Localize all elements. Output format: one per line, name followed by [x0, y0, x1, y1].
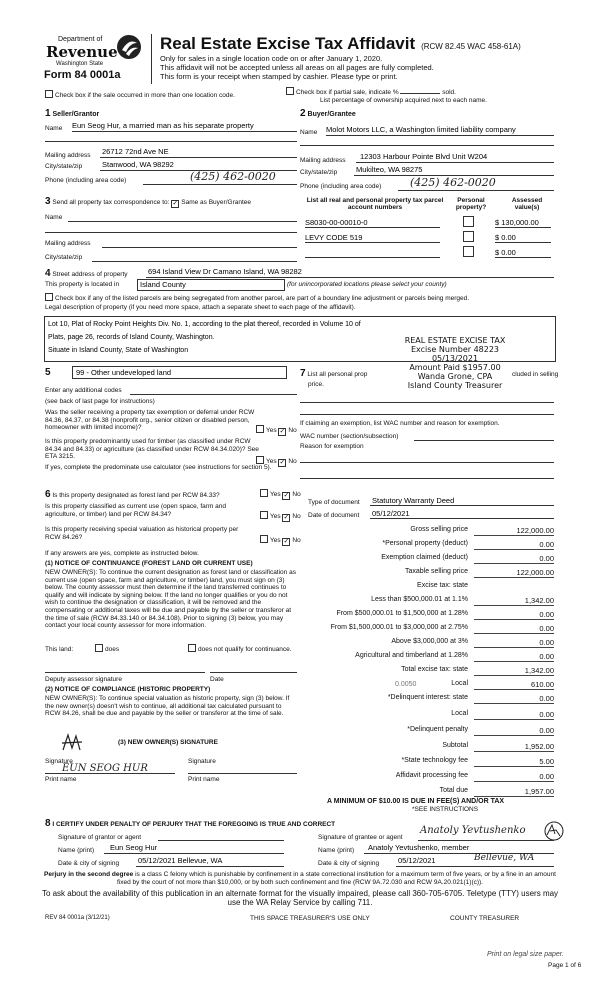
personal-property-checkbox[interactable] — [463, 216, 474, 227]
any-yes-note: If any answers are yes, complete as instructed below. — [45, 550, 199, 557]
reason-label: Reason for exemption — [300, 443, 364, 450]
grantor-date-label: Date & city of signing — [58, 860, 120, 867]
property-street[interactable]: 694 Island View Dr Camano Island, WA 98282 — [148, 267, 302, 276]
page-title: Real Estate Excise Tax Affidavit — [160, 34, 416, 53]
tax-row: Above $3,000,000 at 3% 0.00 — [391, 638, 554, 647]
yes-checkbox[interactable] — [260, 489, 268, 497]
same-as-buyer-checkbox[interactable] — [171, 200, 179, 208]
tax-row: Gross selling price 122,000.00 — [410, 526, 554, 535]
doc-type[interactable]: Statutory Warranty Deed — [372, 496, 455, 505]
signature-flourish-icon — [540, 820, 568, 842]
exempt-claim-label: If claiming an exemption, list WAC number and reason for exemption. — [300, 420, 500, 427]
legal-line3: Situate in Island County, State of Washington — [48, 347, 189, 354]
seller-name[interactable]: Eun Seog Hur, a married man as his separate property — [72, 121, 254, 130]
certify-heading: 8 I CERTIFY UNDER PENALTY OF PERJURY THAT THE FOREGOING IS TRUE AND CORRECT — [45, 818, 336, 829]
tax-row: Excise tax: state — [417, 582, 468, 589]
s3-name-label: Name — [45, 214, 63, 221]
does-checkbox[interactable] — [95, 644, 103, 652]
grantee-name[interactable]: Anatoly Yevtushenko, member — [368, 843, 470, 852]
see-back-note: (see back of last page for instructions) — [45, 398, 155, 405]
multi-location-check[interactable] — [45, 90, 235, 99]
q-timber-note: If yes, complete the predominate use calculator (see instructions for section 5). — [45, 464, 272, 471]
form-title — [160, 34, 521, 54]
checkbox[interactable] — [286, 87, 294, 95]
located-label: This property is located in — [45, 281, 120, 288]
owner-sig-label: Signature — [45, 758, 73, 765]
form-number: Form 84 0001a — [44, 69, 121, 81]
grantee-date-label: Date & city of signing — [318, 860, 380, 867]
s3-mail-label: Mailing address — [45, 240, 91, 247]
personal-property-checkbox[interactable] — [463, 231, 474, 242]
deputy-date-label: Date — [210, 676, 224, 683]
header-sub2: This affidavit will not be accepted unless all areas on all pages are fully completed. — [160, 63, 434, 72]
s3-city-label: City/state/zip — [45, 254, 83, 261]
grantor-sig-label: Signature of grantor or agent — [58, 834, 142, 841]
parcel-acct[interactable] — [305, 248, 440, 258]
alt-format-note: To ask about the availability of this publication in an alternate format for the visually impaired, please call 360-705-6705. Teletype (TTY) users may use the WA Relay Service by calling 711. — [41, 889, 559, 907]
personal-property-checkbox[interactable] — [463, 246, 474, 257]
table-row — [305, 246, 555, 260]
doc-type-label: Type of document — [308, 499, 360, 506]
grantor-name-label: Name (print) — [58, 847, 95, 854]
legal-label: Legal description of property (if you need more space, attach a separate sheet to each page of the affidavit). — [45, 304, 356, 311]
parcel-acct[interactable]: S8030-00-00010-0 — [305, 218, 440, 228]
dept-line1: Department of — [58, 36, 103, 43]
seller-city-label: City/state/zip — [45, 163, 83, 170]
q-exemption-yesno[interactable]: Yes ✓ No — [256, 425, 297, 436]
grantee-name-label: Name (print) — [318, 847, 355, 854]
checkbox[interactable] — [45, 90, 53, 98]
this-land: This land: does — [45, 646, 120, 653]
parcel-acct[interactable]: LEVY CODE 519 — [305, 233, 440, 243]
tax-row: *Personal property (deduct) 0.00 — [382, 540, 554, 549]
tax-row: Taxable selling price 122,000.00 — [404, 568, 554, 577]
parcel-value[interactable]: $ 130,000.00 — [495, 218, 551, 228]
parcel-col2: Personal property? — [455, 197, 487, 211]
yes-checkbox[interactable] — [256, 456, 264, 464]
tax-row: Local 0.00 — [451, 710, 554, 719]
list-pct-note: List percentage of ownership acquired next to each name. — [320, 97, 487, 104]
buyer-name[interactable]: Molot Motors LLC, a Washington limited liability company — [326, 125, 516, 134]
buyer-phone[interactable]: (425) 462-0020 — [410, 176, 496, 189]
legal-line2: Plats, page 26, records of Island County, Washington. — [48, 334, 215, 341]
local-rate: 0.0050 — [395, 681, 417, 688]
owner-printed-name[interactable]: EUN SEOG HUR — [62, 763, 148, 774]
dept-line3: Washington State — [56, 61, 104, 67]
grantee-city[interactable]: Bellevue, WA — [474, 853, 535, 863]
q-timber-yesno[interactable]: Yes ✓ No — [256, 456, 297, 467]
tax-row: Agricultural and timberland at 1.28% 0.00 — [355, 652, 554, 661]
dept-line2: Revenue — [46, 43, 118, 61]
buyer-phone-label: Phone (including area code) — [300, 183, 382, 190]
parcel-value[interactable]: $ 0.00 — [495, 248, 551, 258]
forest-yesno[interactable]: Yes ✓ No — [260, 489, 301, 500]
header-sub1: Only for sales in a single location code on or after January 1, 2020. — [160, 54, 383, 63]
section7-b: cluded in selling — [512, 371, 559, 378]
tax-row: Exemption claimed (deduct) 0.00 — [381, 554, 554, 563]
tax-row: *Delinquent interest: state 0.00 — [387, 694, 554, 703]
partial-sale-check[interactable] — [286, 87, 456, 96]
parcel-col3: Assessed value(s) — [511, 197, 543, 211]
buyer-heading: 2 Buyer/Grantee — [300, 108, 356, 119]
tax-row: Subtotal 1,952.00 — [442, 742, 554, 751]
seller-phone[interactable]: (425) 462-0020 — [190, 170, 276, 183]
current-use-yesno[interactable]: Yes ✓ No — [260, 511, 301, 522]
seller-city[interactable]: Stanwood, WA 98292 — [102, 160, 174, 169]
tax-row: *Delinquent penalty 0.00 — [407, 726, 554, 735]
notice1-body: NEW OWNER(S): To continue the current designation as forest land or classification as current use (open space, farm and agriculture, or timber) land, you must sign on (3) below. The county assessor must then determine if the land transferred continues to qualify and will indicate by signing below. If the land no longer qualifies or you do not wish to continue the designation or classification, it will be removed and the compensating or additional taxes will be due and payable by the seller or transferor at the time of sale (RCW 84.33.140 or 84.34.108). Prior to signing (3) below, you may contact your local county assessor for more information. — [45, 569, 296, 630]
use-code-select[interactable]: 99 - Other undeveloped land — [72, 366, 287, 379]
notice2-body: NEW OWNER(S): To continue special valuation as historic property, sign (3) below. If the new owner(s) doesn't wish to continue, all additional tax calculated pursuant to RCW 84.26, shall be due and payable by the seller or transferor at the time of sale. — [45, 695, 290, 718]
section7: 7 List all personal prop — [300, 368, 368, 379]
tax-row: Total excise tax: state 1,342.00 — [401, 666, 554, 675]
partial-sale-label: Check box if partial sale, indicate % — [296, 89, 399, 96]
rcw-ref: (RCW 82.45 WAC 458-61A) — [421, 42, 521, 51]
no-checkbox[interactable] — [282, 492, 290, 500]
q-timber: Is this property predominantly used for timber (as classified under RCW 84.34 and 84.33) or agriculture (as classified under RCW 84.34.020)? See ETA 3215. — [45, 438, 259, 460]
grantee-date[interactable]: 05/12/2021 — [398, 856, 436, 865]
section3-heading: 3 Send all property tax correspondence to: ✓ Same as Buyer/Grantee — [45, 196, 251, 208]
doc-date[interactable]: 05/12/2021 — [372, 509, 410, 518]
section5-num: 5 — [45, 367, 51, 378]
section6-q2: Is this property classified as current use (open space, farm and agriculture, or timber) land per RCW 84.34? — [45, 503, 227, 518]
tax-row: Total due 1,957.00 — [439, 787, 554, 796]
tax-row: From $500,000.01 to $1,500,000 at 1.28% 0.00 — [336, 610, 554, 619]
buyer-name-label: Name — [300, 129, 318, 136]
seller-heading: 1 Seller/Grantor — [45, 108, 100, 119]
section4-street: 4 Street address of property — [45, 268, 128, 279]
see-instructions: *SEE INSTRUCTIONS — [412, 806, 479, 813]
rev-number: REV 84 0001a (3/12/21) — [45, 915, 110, 921]
buyer-mail[interactable]: 12303 Harbour Pointe Blvd Unit W204 — [360, 152, 488, 161]
tax-row: Local 610.00 — [451, 680, 554, 689]
tax-row: *State technology fee 5.00 — [401, 757, 554, 766]
no-checkbox[interactable] — [278, 428, 286, 436]
section7-c: price. — [308, 381, 324, 388]
no-checkbox[interactable] — [282, 538, 290, 546]
grantor-name[interactable]: Eun Seog Hur — [110, 843, 158, 852]
county-select[interactable]: Island County — [137, 279, 285, 291]
parcel-col1: List all real and personal property tax parcel account numbers — [306, 197, 444, 211]
owner-sig2-label: Signature — [188, 758, 216, 765]
table-row — [305, 231, 555, 245]
legal-paper-note: Print on legal size paper. — [487, 951, 564, 958]
wac-label: WAC number (section/subsection) — [300, 433, 399, 440]
buyer-mail-label: Mailing address — [300, 157, 346, 164]
seller-mail-label: Mailing address — [45, 152, 91, 159]
perjury-note: Perjury in the second degree is a class C felony which is punishable by confinement in a state correctional institution for a maximum term of five years, or by a fine in an amount fixed by the court of not more than $10,000, or by both such confinement and fine (RCW 9A.72.030 and RCW 9A.20.021(1)(c)). — [44, 871, 556, 886]
treasurer-use: THIS SPACE TREASURER'S USE ONLY — [250, 915, 370, 922]
additional-codes-label: Enter any additional codes — [45, 387, 122, 394]
grantee-sig-label: Signature of grantee or agent — [318, 834, 403, 841]
print-name-label: Print name — [45, 776, 77, 783]
doc-date-label: Date of document — [308, 512, 360, 519]
checkbox[interactable] — [45, 293, 53, 301]
sold-label: sold. — [442, 89, 456, 96]
unincorporated-note: (for unincorporated locations please select your county) — [287, 281, 447, 288]
tax-row: Less than $500,000.01 at 1.1% 1,342.00 — [371, 596, 554, 605]
legal-line1: Lot 10, Plat of Rocky Point Heights Div. No. 1, according to the plat thereof, recorded in Volume 10 of — [48, 321, 361, 328]
print-name2-label: Print name — [188, 776, 220, 783]
no-checkbox[interactable] — [282, 514, 290, 522]
owner-signature-mark — [60, 732, 84, 754]
buyer-city[interactable]: Mukilteo, WA 98275 — [356, 165, 423, 174]
header-sub3: This form is your receipt when stamped by cashier. Please type or print. — [160, 72, 398, 81]
parcel-value[interactable]: $ 0.00 — [495, 233, 551, 243]
multi-location-label: Check box if the sale occurred in more than one location code. — [55, 92, 235, 99]
tax-row: Affidavit processing fee 0.00 — [395, 772, 554, 781]
historic-yesno[interactable]: Yes ✓ No — [260, 535, 301, 546]
grantee-signature[interactable]: Anatoly Yevtushenko — [420, 825, 526, 836]
county-treasurer: COUNTY TREASURER — [450, 915, 520, 922]
grantor-date-city[interactable]: 05/12/2021 Bellevue, WA — [138, 856, 223, 865]
page-number: Page 1 of 6 — [548, 962, 582, 969]
yes-checkbox[interactable] — [256, 425, 264, 433]
does-not-qualify: does not qualify for continuance. — [188, 644, 298, 654]
does-not-checkbox[interactable] — [188, 644, 196, 652]
seller-name-label: Name — [45, 125, 63, 132]
section6-q1: 6 Is this property designated as forest land per RCW 84.33? — [45, 489, 220, 500]
notice1-title: (1) NOTICE OF CONTINUANCE (FOREST LAND OR CURRENT USE) — [45, 560, 253, 567]
yes-checkbox[interactable] — [260, 511, 268, 519]
yes-checkbox[interactable] — [260, 535, 268, 543]
q-exemption: Was the seller receiving a property tax exemption or deferral under RCW 84.36, 84.37, or 84.38 (nonprofit org., senior citizen or disabled person, homeowner with limited income)? — [45, 409, 255, 431]
seller-phone-label: Phone (including area code) — [45, 177, 127, 184]
tax-row: From $1,500,000.01 to $3,000,000 at 2.75% 0.00 — [330, 624, 554, 633]
new-owner-sig-title: (3) NEW OWNER(S) SIGNATURE — [118, 739, 218, 746]
treasurer-stamp: REAL ESTATE EXCISE TAX Excise Number 48223 05/13/2021 Amount Paid $1957.00 Wanda Grone, CPA Island County Treasurer — [404, 336, 506, 390]
notice2-title: (2) NOTICE OF COMPLIANCE (HISTORIC PROPERTY) — [45, 686, 211, 693]
seller-mail[interactable]: 26712 72nd Ave NE — [102, 147, 169, 156]
dor-logo-icon — [116, 34, 142, 60]
table-row — [305, 216, 555, 230]
buyer-city-label: City/state/zip — [300, 169, 338, 176]
deputy-sig-label: Deputy assessor signature — [45, 676, 122, 683]
section6-q3: Is this property receiving special valuation as historical property per RCW 84.26? — [45, 526, 239, 541]
minimum-due: A MINIMUM OF $10.00 IS DUE IN FEE(S) AND/OR TAX — [327, 798, 505, 805]
segregated-check[interactable]: Check box if any of the listed parcels are being segregated from another parcel, are part of a boundary line adjustment or parcels being merged. — [45, 293, 469, 302]
